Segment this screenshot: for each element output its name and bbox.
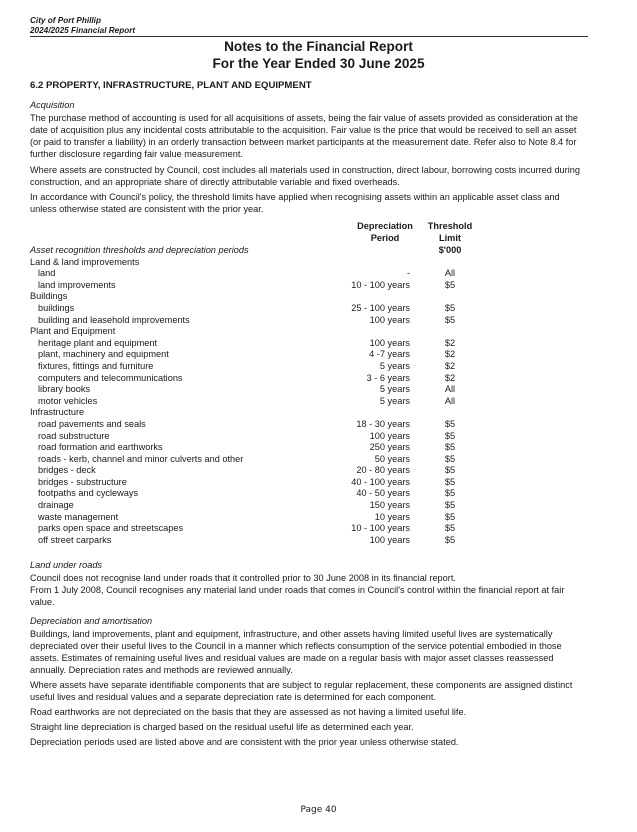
- threshold-limit: $2: [444, 349, 456, 360]
- asset-label: building and leasehold improvements: [38, 314, 190, 325]
- table-row: [30, 454, 490, 466]
- asset-label: heritage plant and equipment: [38, 337, 158, 348]
- depreciation-period: 40 - 50 years: [356, 488, 410, 499]
- table-row: [30, 419, 490, 431]
- asset-thresholds-table: [30, 245, 490, 546]
- asset-class-label: Buildings: [30, 291, 68, 302]
- threshold-limit: All: [444, 395, 456, 406]
- depreciation-period: 250 years: [369, 442, 410, 453]
- land-under-roads-paragraph: From 1 July 2008, Council recognises any material land under roads that comes in Council's control within the financial report at fair value.: [30, 585, 565, 608]
- table-row: [30, 442, 490, 454]
- threshold-limit: $5: [444, 430, 456, 441]
- table-row: [30, 523, 490, 535]
- depreciation-period: 3 - 6 years: [366, 372, 410, 383]
- page-subtitle: For the Year Ended 30 June 2025: [212, 56, 425, 71]
- asset-label: buildings: [38, 302, 75, 313]
- table-row: [30, 431, 490, 443]
- threshold-limit: All: [444, 384, 456, 395]
- depreciation-period: 5 years: [379, 384, 410, 395]
- running-header: [30, 16, 135, 36]
- table-row: [30, 349, 490, 361]
- acquisition-paragraph: The purchase method of accounting is used for all acquisitions of assets, being the fair value of assets provided as consideration at the date of acquisition plus any incidental costs attributable to the acquisition. Fair value is the price that would be received to sell an asset (or paid to transfer a liability) in an orderly transaction between market participants at the measurement date. Refer also to Note 8.4 for further disclosure regarding fair value measurement.: [30, 113, 578, 160]
- threshold-limit: All: [444, 268, 456, 279]
- depreciation-period: 5 years: [379, 360, 410, 371]
- acquisition-paragraph: Where assets are constructed by Council, cost includes all materials used in construction, direct labour, borrowing costs incurred during construction, and an appropriate share of directly attributable variable and fixed overheads.: [30, 165, 580, 188]
- asset-class-label: Land & land improvements: [30, 256, 140, 267]
- table-group-row: [30, 257, 490, 269]
- table-unit: $'000: [438, 245, 462, 255]
- asset-label: bridges - deck: [38, 465, 96, 476]
- asset-label: waste management: [38, 511, 119, 522]
- page-number: Page 40: [300, 805, 337, 815]
- depreciation-period: 50 years: [374, 453, 410, 464]
- column-header-line: Threshold: [427, 221, 473, 231]
- depreciation-paragraph: Straight line depreciation is charged based on the residual useful life as determined each year.: [30, 722, 414, 732]
- asset-label: off street carparks: [38, 534, 112, 545]
- land-under-roads-heading: Land under roads: [30, 560, 103, 570]
- table-row: [30, 512, 490, 524]
- asset-label: library books: [38, 384, 91, 395]
- table-row: [30, 373, 490, 385]
- threshold-limit: $5: [444, 476, 456, 487]
- asset-label: bridges - substructure: [38, 476, 127, 487]
- depreciation-period: 100 years: [369, 337, 410, 348]
- depreciation-period: 100 years: [369, 534, 410, 545]
- threshold-limit: $5: [444, 279, 456, 290]
- asset-label: land improvements: [38, 279, 116, 290]
- table-row: [30, 477, 490, 489]
- table-row: [30, 535, 490, 547]
- asset-label: roads - kerb, channel and minor culverts and other: [38, 453, 244, 464]
- threshold-limit: $5: [444, 418, 456, 429]
- table-group-row: [30, 326, 490, 338]
- threshold-limit: $2: [444, 372, 456, 383]
- table-row: [30, 303, 490, 315]
- table-row: [30, 465, 490, 477]
- depreciation-period: 4 -7 years: [369, 349, 410, 360]
- asset-label: computers and telecommunications: [38, 372, 183, 383]
- threshold-limit: $5: [444, 534, 456, 545]
- table-row: [30, 488, 490, 500]
- depreciation-period: 10 years: [374, 511, 410, 522]
- table-caption: Asset recognition thresholds and depreciation periods: [30, 245, 249, 255]
- asset-label: land: [38, 268, 56, 279]
- depreciation-period: 100 years: [369, 430, 410, 441]
- threshold-limit: $5: [444, 302, 456, 313]
- asset-label: plant, machinery and equipment: [38, 349, 169, 360]
- acquisition-paragraph: In accordance with Council's policy, the threshold limits have applied when recognising assets within an applicable asset class and unless otherwise stated are consistent with the prior year.: [30, 192, 560, 215]
- threshold-limit: $5: [444, 488, 456, 499]
- asset-label: drainage: [38, 500, 74, 511]
- column-header-line: Limit: [439, 233, 461, 244]
- table-group-row: [30, 291, 490, 303]
- depreciation-period: 100 years: [369, 314, 410, 325]
- depreciation-paragraph: Depreciation periods used are listed above and are consistent with the prior year unless otherwise stated.: [30, 737, 459, 747]
- table-row: [30, 280, 490, 292]
- acquisition-heading: Acquisition: [30, 100, 75, 110]
- asset-label: road formation and earthworks: [38, 442, 163, 453]
- table-body: [30, 257, 490, 547]
- depreciation-period: 5 years: [379, 395, 410, 406]
- table-row: [30, 338, 490, 350]
- depreciation-heading: Depreciation and amortisation: [30, 616, 153, 626]
- asset-label: road substructure: [38, 430, 110, 441]
- asset-label: parks open space and streetscapes: [38, 523, 184, 534]
- threshold-limit: $5: [444, 442, 456, 453]
- header-rule: [30, 36, 588, 37]
- threshold-limit: $5: [444, 500, 456, 511]
- asset-class-label: Plant and Equipment: [30, 326, 116, 337]
- table-row: [30, 361, 490, 373]
- depreciation-period: 20 - 80 years: [356, 465, 410, 476]
- header-report-name: 2024/2025 Financial Report: [30, 26, 136, 35]
- threshold-limit: $5: [444, 523, 456, 534]
- column-header-depreciation-period: [345, 220, 425, 244]
- asset-label: fixtures, fittings and furniture: [38, 360, 154, 371]
- threshold-limit: $2: [444, 360, 456, 371]
- page-title: Notes to the Financial Report: [224, 39, 413, 54]
- threshold-limit: $2: [444, 337, 456, 348]
- table-row: [30, 500, 490, 512]
- column-header-line: Period: [370, 233, 400, 244]
- asset-label: motor vehicles: [38, 395, 98, 406]
- depreciation-paragraph: Road earthworks are not depreciated on the basis that they are assessed as not having a limited useful life.: [30, 707, 467, 717]
- table-caption-row: [30, 245, 490, 257]
- table-group-row: [30, 407, 490, 419]
- table-row: [30, 384, 490, 396]
- depreciation-period: 25 - 100 years: [351, 302, 410, 313]
- header-org-name: City of Port Phillip: [30, 16, 101, 25]
- table-row: [30, 396, 490, 408]
- table-row: [30, 268, 490, 280]
- land-under-roads-paragraph: Council does not recognise land under roads that it controlled prior to 30 June 2008 in its financial report.: [30, 573, 456, 583]
- threshold-limit: $5: [444, 511, 456, 522]
- threshold-limit: $5: [444, 314, 456, 325]
- asset-class-label: Infrastructure: [30, 407, 85, 418]
- asset-label: road pavements and seals: [38, 418, 146, 429]
- depreciation-period: 10 - 100 years: [351, 279, 410, 290]
- column-header-threshold-limit: [420, 220, 480, 244]
- threshold-limit: $5: [444, 453, 456, 464]
- depreciation-period: 10 - 100 years: [351, 523, 410, 534]
- threshold-limit: $5: [444, 465, 456, 476]
- column-header-line: Depreciation: [357, 221, 413, 231]
- asset-label: footpaths and cycleways: [38, 488, 139, 499]
- depreciation-paragraph: Where assets have separate identifiable components that are subject to regular replacement, these components are assigned distinct useful lives and residual values and a separate depreciation rate is determined for each component.: [30, 680, 573, 703]
- depreciation-period: 40 - 100 years: [351, 476, 410, 487]
- section-heading: 6.2 PROPERTY, INFRASTRUCTURE, PLANT AND EQUIPMENT: [30, 80, 312, 91]
- depreciation-period: 18 - 30 years: [356, 418, 410, 429]
- depreciation-period: -: [406, 268, 410, 279]
- table-row: [30, 315, 490, 327]
- depreciation-period: 150 years: [369, 500, 410, 511]
- depreciation-paragraph: Buildings, land improvements, plant and equipment, infrastructure, and other assets having limited useful lives are systematically depreciated over their useful lives to the Council in a manner which reflects consumption of the service potential embodied in those assets. Estimates of remaining useful lives and residual values are made on a regular basis with major asset classes reassessed annually. Depreciation rates and methods are reviewed annually.: [30, 629, 562, 676]
